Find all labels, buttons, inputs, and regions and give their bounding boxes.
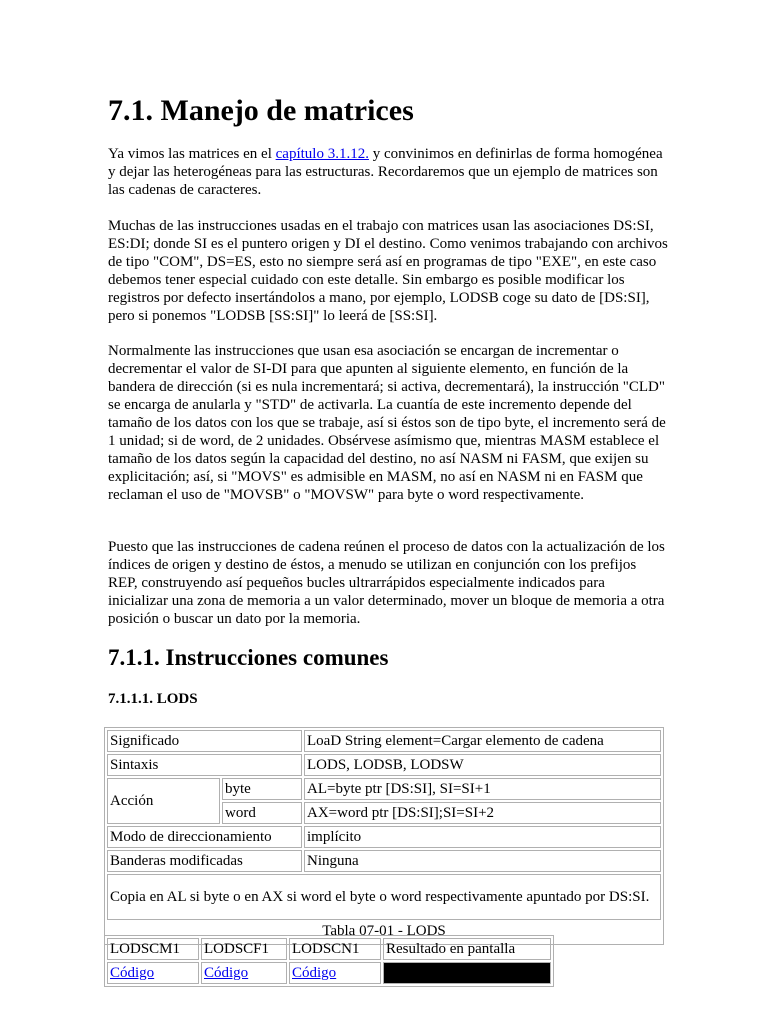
subsection-heading: 7.1.1.1. LODS	[108, 691, 198, 707]
header-lodscf1: LODSCF1	[201, 938, 287, 960]
cell-code-fasm	[201, 962, 287, 984]
table-row	[107, 850, 661, 872]
description-cell: Copia en AL si byte o en AX si word el byte o word respectivamente apuntado por DS:SI.	[107, 874, 661, 920]
screen-output-image	[383, 962, 551, 984]
byte-label: byte	[222, 778, 302, 800]
section-heading: 7.1.1. Instrucciones comunes	[108, 645, 389, 670]
significado-label: Significado	[107, 730, 302, 752]
table-row	[107, 938, 551, 960]
cell-code-masm	[107, 962, 199, 984]
paragraph-rep-prefix: Puesto que las instrucciones de cadena reúnen el proceso de datos con la actualización de los índices de origen y destino de éstos, a menudo se utilizan en conjunción con los prefijos REP, construyendo así pequeños bucles ultrarrápidos especialmente indicados para inicializar una zona de memoria a un valor determinado, mover un bloque de memoria a otra posición o buscar un dato por la memoria.	[108, 539, 665, 627]
intro-text-after: y convinimos en definirlas de forma homogénea y dejar las heterogéneas para las estructuras. Recordaremos que un ejemplo de matrices son las cadenas de caracteres.	[108, 146, 663, 198]
sintaxis-label: Sintaxis	[107, 754, 302, 776]
table-row	[107, 778, 661, 800]
table-row	[107, 962, 551, 984]
table-caption: Tabla 07-01 - LODS	[322, 923, 446, 939]
header-result: Resultado en pantalla	[383, 938, 551, 960]
code-link-fasm[interactable]: Código	[204, 965, 249, 981]
accion-label: Acción	[107, 778, 220, 824]
code-link-masm[interactable]: Código	[110, 965, 155, 981]
significado-value: LoaD String element=Cargar elemento de cadena	[304, 730, 661, 752]
paragraph-intro	[108, 145, 668, 199]
table-row	[107, 826, 661, 848]
table-row	[107, 874, 661, 920]
modo-value: implícito	[304, 826, 661, 848]
table-row	[107, 730, 661, 752]
word-label: word	[222, 802, 302, 824]
test-programs-table	[104, 935, 554, 987]
intro-text-before: Ya vimos las matrices en el	[108, 146, 276, 162]
paragraph-associations: Muchas de las instrucciones usadas en el trabajo con matrices usan las asociaciones DS:SI, ES:DI; donde SI es el puntero origen y DI el destino. Como venimos trabajando con archivos de tipo "COM", DS=ES, esto no siempre será así en programas de tipo "EXE", en este caso debemos tener especial cuidado con este detalle. Sin embargo es posible modificar los registros por defecto insertándolos a mano, por ejemplo, LODSB coge su dato de [DS:SI], pero si ponemos "LODSB [SS:SI]" lo leerá de [SS:SI].	[108, 218, 668, 324]
page-title: 7.1. Manejo de matrices	[108, 94, 414, 127]
header-lodscn1: LODSCN1	[289, 938, 381, 960]
byte-value: AL=byte ptr [DS:SI], SI=SI+1	[304, 778, 661, 800]
paragraph-direction-flag: Normalmente las instrucciones que usan esa asociación se encargan de incrementar o decrementar el valor de SI-DI para que apunten al siguiente elemento, en función de la bandera de dirección (si es nula incrementará; si activa, decrementará), la instrucción "CLD" se encarga de anularla y "STD" de activarla. La cuantía de este incremento depende del tamaño de los datos con los que se trabaje, así si éstos son de tipo byte, el incremento será de 1 unidad; si de word, de 2 unidades. Obsérvese asímismo que, mientras MASM establece el tamaño de los datos según la capacidad del destino, no así NASM ni FASM, que exijen su explicitación; así, si "MOVS" es admisible en MASM, no así en NASM ni en FASM que reclaman el uso de "MOVSB" o "MOVSW" para byte o word respectivamente.	[108, 343, 666, 503]
banderas-value: Ninguna	[304, 850, 661, 872]
lods-table	[104, 727, 664, 945]
code-link-nasm[interactable]: Código	[292, 965, 337, 981]
word-value: AX=word ptr [DS:SI];SI=SI+2	[304, 802, 661, 824]
sintaxis-value: LODS, LODSB, LODSW	[304, 754, 661, 776]
modo-label: Modo de direccionamiento	[107, 826, 302, 848]
banderas-label: Banderas modificadas	[107, 850, 302, 872]
cell-code-nasm	[289, 962, 381, 984]
chapter-link[interactable]: capítulo 3.1.12.	[275, 146, 369, 162]
table-row	[107, 754, 661, 776]
header-lodscm1: LODSCM1	[107, 938, 199, 960]
